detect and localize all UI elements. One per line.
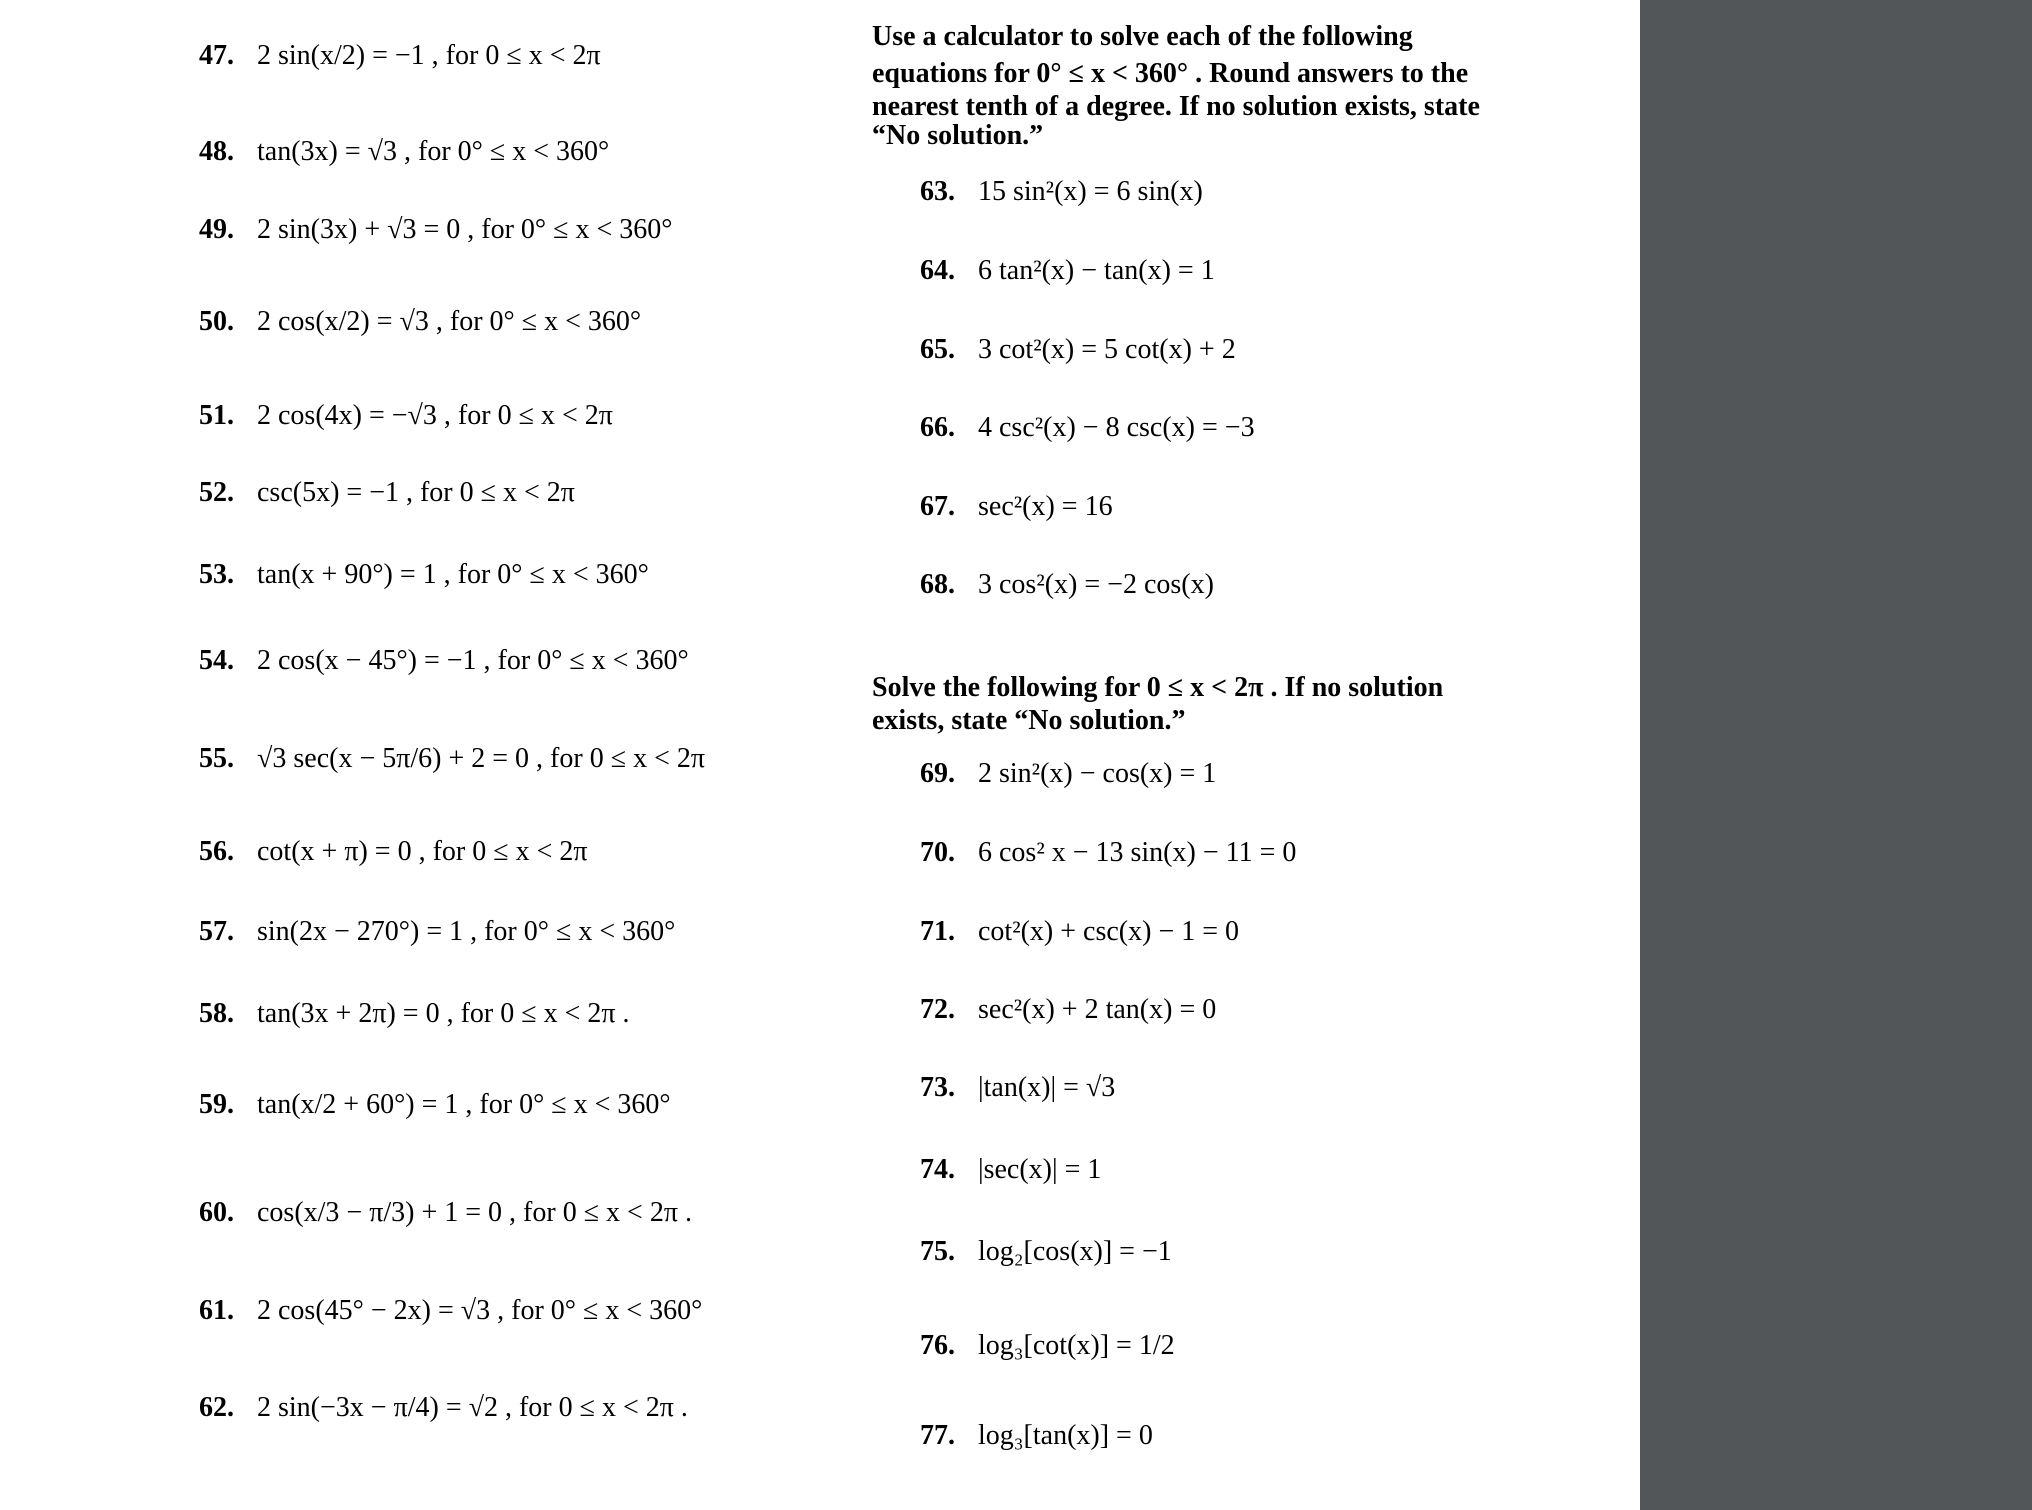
problem-64 (920, 257, 1215, 285)
problem-number: 58. (199, 998, 234, 1029)
problem-number: 54. (199, 645, 234, 676)
problem-number: 66. (920, 412, 955, 443)
problem-58 (199, 1000, 630, 1028)
instructions-calculator (872, 20, 1492, 152)
problem-number: 76. (920, 1330, 955, 1361)
problem-number: 50. (199, 306, 234, 337)
problem-equation: 6 tan²(x) − tan(x) = 1 (978, 255, 1215, 286)
problem-equation: log₂[cos(x)] = −1 (978, 1236, 1172, 1267)
problem-equation: tan(x/2 + 60°) = 1 , for 0° ≤ x < 360° (257, 1089, 671, 1120)
problem-equation: 2 sin(−3x − π/4) = √2 , for 0 ≤ x < 2π . (257, 1392, 688, 1423)
problem-number: 77. (920, 1420, 955, 1451)
problem-equation: csc(5x) = −1 , for 0 ≤ x < 2π (257, 477, 575, 508)
problem-55 (199, 745, 705, 773)
problem-equation: tan(3x) = √3 , for 0° ≤ x < 360° (257, 136, 610, 167)
problem-50 (199, 308, 641, 336)
problem-equation: 6 cos² x − 13 sin(x) − 11 = 0 (978, 837, 1297, 868)
problem-number: 74. (920, 1154, 955, 1185)
instructions-solve (872, 671, 1492, 737)
problem-number: 70. (920, 837, 955, 868)
problem-number: 52. (199, 477, 234, 508)
problem-73 (920, 1074, 1115, 1102)
problem-equation: cot(x + π) = 0 , for 0 ≤ x < 2π (257, 836, 588, 867)
problem-56 (199, 838, 588, 866)
problem-47 (199, 42, 601, 70)
problem-number: 60. (199, 1197, 234, 1228)
problem-equation: √3 sec(x − 5π/6) + 2 = 0 , for 0 ≤ x < 2π (257, 743, 705, 774)
problem-75 (920, 1238, 1172, 1266)
problem-equation: 2 cos(x − 45°) = −1 , for 0° ≤ x < 360° (257, 645, 689, 676)
problem-equation: |sec(x)| = 1 (978, 1154, 1102, 1185)
problem-equation: 2 sin(3x) + √3 = 0 , for 0° ≤ x < 360° (257, 214, 673, 245)
problem-equation: sin(2x − 270°) = 1 , for 0° ≤ x < 360° (257, 916, 676, 947)
problem-49 (199, 216, 672, 244)
problem-53 (199, 561, 649, 589)
problem-number: 75. (920, 1236, 955, 1267)
problem-76 (920, 1332, 1175, 1360)
instruction-line: equations for 0° ≤ x < 360° . Round answers to the (872, 58, 1469, 89)
problem-number: 64. (920, 255, 955, 286)
problem-equation: 3 cos²(x) = −2 cos(x) (978, 569, 1214, 600)
problem-number: 47. (199, 40, 234, 71)
problem-number: 71. (920, 916, 955, 947)
problem-equation: 2 cos(x/2) = √3 , for 0° ≤ x < 360° (257, 306, 642, 337)
problem-equation: sec²(x) = 16 (978, 491, 1113, 522)
problem-48 (199, 138, 609, 166)
problem-number: 49. (199, 214, 234, 245)
instruction-line: nearest tenth of a degree. If no solution exists, state (872, 91, 1480, 122)
problem-equation: sec²(x) + 2 tan(x) = 0 (978, 994, 1217, 1025)
problem-number: 67. (920, 491, 955, 522)
problem-equation: 2 cos(4x) = −√3 , for 0 ≤ x < 2π (257, 400, 613, 431)
problem-70 (920, 839, 1296, 867)
problem-number: 63. (920, 176, 955, 207)
problem-72 (920, 996, 1216, 1024)
problem-equation: 2 sin(x/2) = −1 , for 0 ≤ x < 2π (257, 40, 601, 71)
problem-65 (920, 336, 1236, 364)
problem-59 (199, 1091, 671, 1119)
problem-74 (920, 1156, 1101, 1184)
problem-number: 53. (199, 559, 234, 590)
problem-66 (920, 414, 1255, 442)
problem-number: 57. (199, 916, 234, 947)
problem-63 (920, 178, 1203, 206)
instruction-line: “No solution.” (872, 120, 1044, 151)
problem-number: 56. (199, 836, 234, 867)
problem-equation: tan(x + 90°) = 1 , for 0° ≤ x < 360° (257, 559, 649, 590)
instruction-line: Solve the following for 0 ≤ x < 2π . If no solution (872, 672, 1444, 703)
problem-number: 51. (199, 400, 234, 431)
problem-number: 59. (199, 1089, 234, 1120)
problem-54 (199, 647, 689, 675)
problem-equation: 4 csc²(x) − 8 csc(x) = −3 (978, 412, 1255, 443)
problem-77 (920, 1422, 1153, 1450)
problem-62 (199, 1394, 688, 1422)
problem-equation: 3 cot²(x) = 5 cot(x) + 2 (978, 334, 1236, 365)
problem-number: 73. (920, 1072, 955, 1103)
problem-67 (920, 493, 1113, 521)
problem-number: 72. (920, 994, 955, 1025)
problem-equation: 2 cos(45° − 2x) = √3 , for 0° ≤ x < 360° (257, 1295, 703, 1326)
problem-equation: cos(x/3 − π/3) + 1 = 0 , for 0 ≤ x < 2π . (257, 1197, 692, 1228)
problem-number: 61. (199, 1295, 234, 1326)
problem-number: 62. (199, 1392, 234, 1423)
problem-equation: 2 sin²(x) − cos(x) = 1 (978, 758, 1217, 789)
problem-60 (199, 1199, 692, 1227)
problem-52 (199, 479, 575, 507)
problem-69 (920, 760, 1216, 788)
problem-number: 68. (920, 569, 955, 600)
instruction-line: Use a calculator to solve each of the following (872, 21, 1413, 52)
viewer-background (1640, 0, 2032, 1510)
problem-57 (199, 918, 675, 946)
problem-number: 55. (199, 743, 234, 774)
problem-71 (920, 918, 1239, 946)
problem-51 (199, 402, 613, 430)
problem-number: 48. (199, 136, 234, 167)
problem-68 (920, 571, 1214, 599)
problem-equation: tan(3x + 2π) = 0 , for 0 ≤ x < 2π . (257, 998, 630, 1029)
problem-number: 65. (920, 334, 955, 365)
problem-equation: cot²(x) + csc(x) − 1 = 0 (978, 916, 1240, 947)
instruction-line: exists, state “No solution.” (872, 705, 1186, 736)
problem-equation: |tan(x)| = √3 (978, 1072, 1116, 1103)
problem-equation: 15 sin²(x) = 6 sin(x) (978, 176, 1203, 207)
problem-number: 69. (920, 758, 955, 789)
problem-equation: log₃[cot(x)] = 1/2 (978, 1330, 1175, 1361)
problem-equation: log₃[tan(x)] = 0 (978, 1420, 1153, 1451)
problem-61 (199, 1297, 702, 1325)
